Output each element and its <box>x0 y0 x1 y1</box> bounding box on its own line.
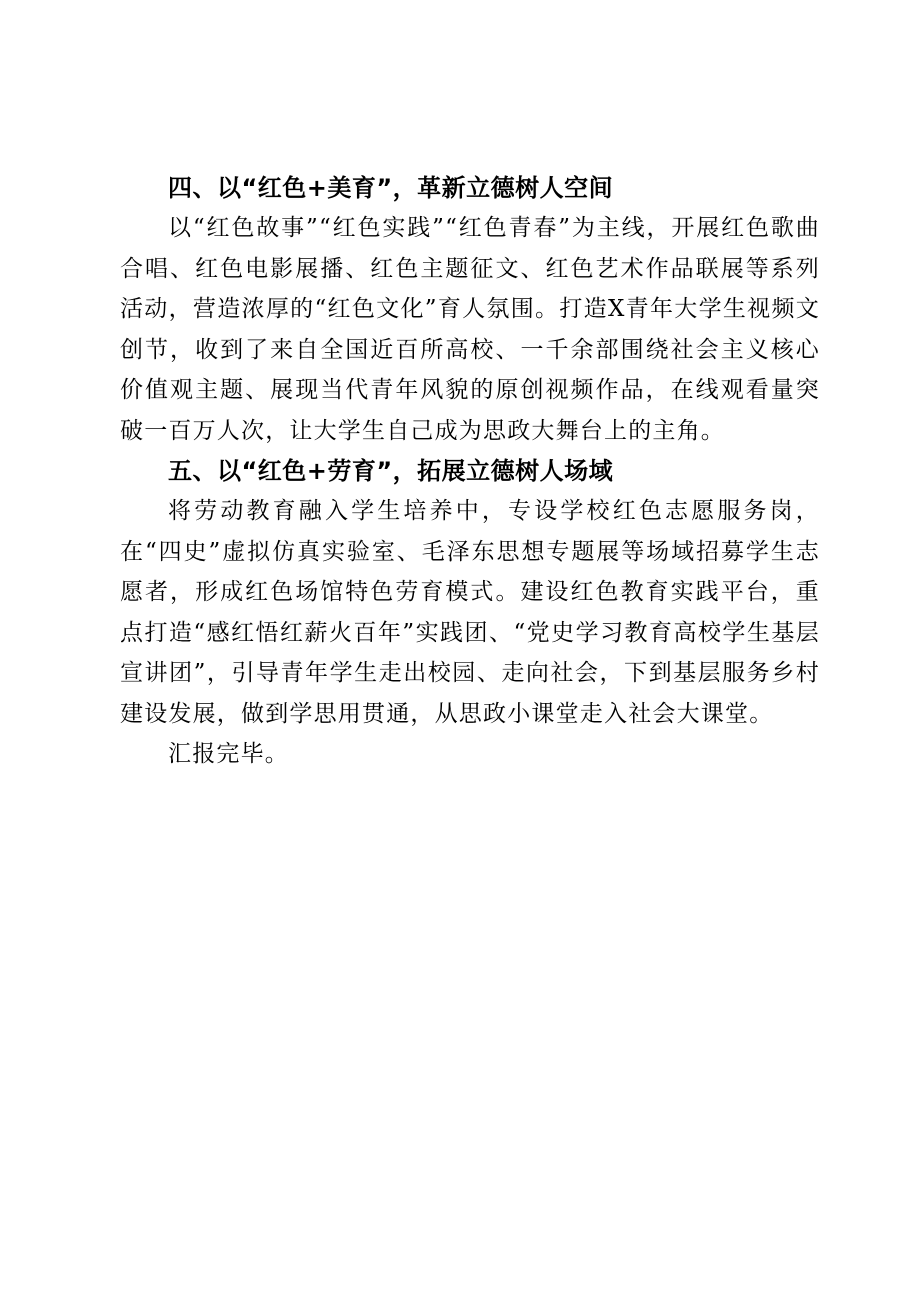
section-paragraph-5: 将劳动教育融入学生培养中，专设学校红色志愿服务岗，在“四史”虚拟仿真实验室、毛泽东思想专题展等场域招募学生志愿者，形成红色场馆特色劳育模式。建设红色教育实践平台，重点打造“感红悟红薪火百年”实践团、“党史学习教育高校学生基层宣讲团”，引导青年学生走出校园、走向社会，下到基层服务乡村建设发展，做到学思用贯通，从思政小课堂走入社会大课堂。 <box>120 498 820 727</box>
section-heading-5: 五、以“红色+劳育”，拓展立德树人场域 <box>168 457 614 485</box>
document-body <box>120 168 820 775</box>
closing-line: 汇报完毕。 <box>168 741 289 767</box>
section-paragraph-4: 以“红色故事”“红色实践”“红色青春”为主线，开展红色歌曲合唱、红色电影展播、红色主题征文、红色艺术作品联展等系列活动，营造浓厚的“红色文化”育人氛围。打造X青年大学生视频文创节，收到了来自全国近百所高校、一千余部围绕社会主义核心价值观主题、展现当代青年风貌的原创视频作品，在线观看量突破一百万人次，让大学生自己成为思政大舞台上的主角。 <box>120 215 820 444</box>
section-heading-4: 四、以“红色+美育”，革新立德树人空间 <box>168 174 614 202</box>
